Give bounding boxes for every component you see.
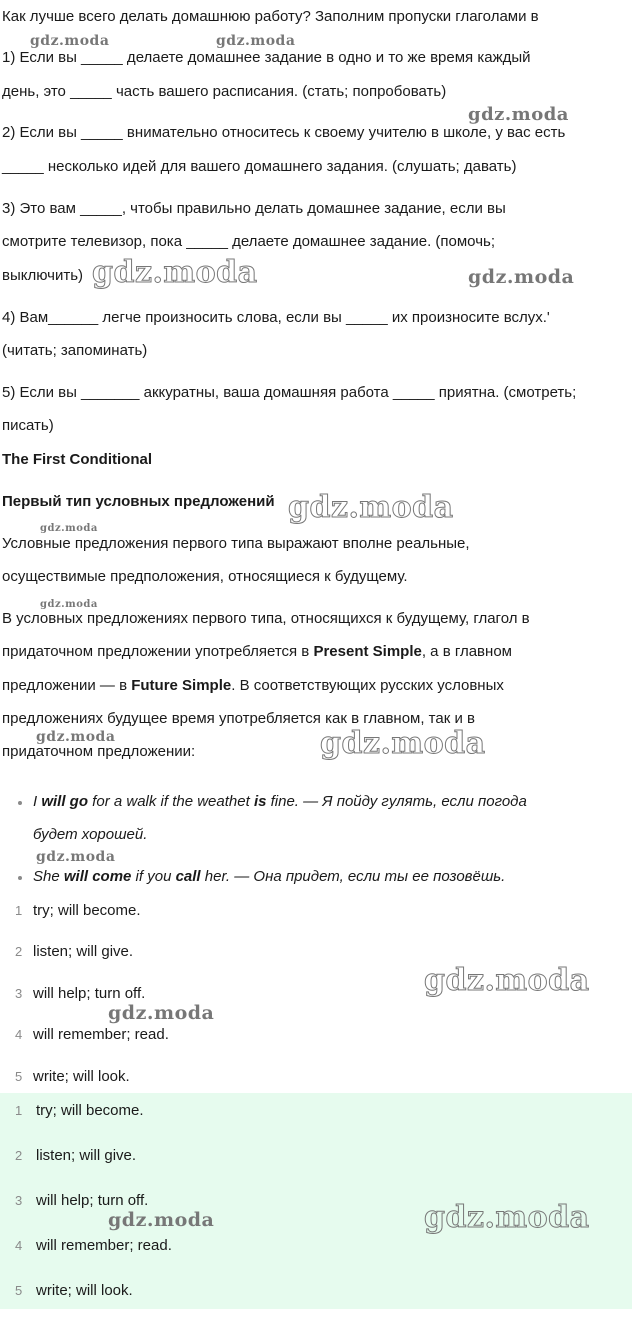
theory-p1: Условные предложения первого типа выражают вполне реальные, <box>2 535 470 552</box>
watermark: gdz.moda <box>108 1002 215 1024</box>
theory-p2-line4: предложениях будущее время употребляется как в главном, так и в <box>2 710 475 727</box>
watermark: gdz.moda <box>424 1200 590 1235</box>
answer-item: write; will look. <box>36 1282 133 1299</box>
answer-item: will help; turn off. <box>36 1192 149 1209</box>
answer-number: 1 <box>15 1103 23 1118</box>
example-1: I will go for a walk if the weathet is fine. — Я пойду гулять, если погода <box>33 793 527 810</box>
task-item-3: 3) Это вам _____, чтобы правильно делать домашнее задание, если вы <box>2 200 506 217</box>
example-1-cont: будет хорошей. <box>33 826 148 843</box>
answer-item: will help; turn off. <box>33 985 146 1002</box>
watermark: gdz.moda <box>320 726 486 761</box>
answer-item: listen; will give. <box>36 1147 137 1164</box>
watermark: gdz.moda <box>288 490 454 525</box>
watermark: gdz.moda <box>92 255 258 290</box>
task-intro: Как лучше всего делать домашнюю работу? Заполним пропуски глаголами в <box>2 8 539 25</box>
answer-number: 3 <box>15 986 23 1001</box>
watermark: gdz.moda <box>40 599 98 610</box>
answer-number: 3 <box>15 1193 23 1208</box>
heading-en: The First Conditional <box>2 451 152 468</box>
watermark: gdz.moda <box>108 1209 215 1231</box>
answer-number: 2 <box>15 944 23 959</box>
answer-item: write; will look. <box>33 1068 130 1085</box>
answer-item: will remember; read. <box>33 1026 169 1043</box>
task-item-2: 2) Если вы _____ внимательно относитесь к своему учителю в школе, у вас есть <box>2 124 566 141</box>
task-item-1: 1) Если вы _____ делаете домашнее задание в одно и то же время каждый <box>2 49 531 66</box>
answer-number: 5 <box>15 1069 23 1084</box>
task-item-3-cont: смотрите телевизор, пока _____ делаете домашнее задание. (помочь; <box>2 233 495 250</box>
bullet-dot <box>18 876 22 880</box>
answer-number: 5 <box>15 1283 23 1298</box>
watermark: gdz.moda <box>36 729 116 745</box>
bullet-dot <box>18 801 22 805</box>
task-item-1-cont: день, это _____ часть вашего расписания. (стать; попробовать) <box>2 83 447 100</box>
answer-number: 1 <box>15 903 23 918</box>
answer-item: try; will become. <box>36 1102 144 1119</box>
answer-item: will remember; read. <box>36 1237 172 1254</box>
task-item-4-cont: (читать; запоминать) <box>2 342 148 359</box>
task-item-2-cont: _____ несколько идей для вашего домашнего задания. (слушать; давать) <box>2 158 517 175</box>
task-item-4: 4) Вам______ легче произносить слова, если вы _____ их произносите вслух.' <box>2 309 550 326</box>
theory-p2-line2: придаточном предложении употребляется в Present Simple, а в главном <box>2 643 512 660</box>
answer-item: listen; will give. <box>33 943 134 960</box>
theory-p1-cont: осуществимые предположения, относящиеся к будущему. <box>2 568 408 585</box>
watermark: gdz.moda <box>36 849 116 865</box>
example-2: She will come if you call her. — Она придет, если ты ее позовёшь. <box>33 868 506 885</box>
theory-p2-line3: предложении — в Future Simple. В соответствующих русских условных <box>2 677 504 694</box>
watermark: gdz.moda <box>424 963 590 998</box>
term-present-simple: Present Simple <box>313 643 422 660</box>
answer-number: 4 <box>15 1027 23 1042</box>
answer-item: try; will become. <box>33 902 141 919</box>
task-item-5: 5) Если вы _______ аккуратны, ваша домашняя работа _____ приятна. (смотреть; <box>2 384 577 401</box>
watermark: gdz.moda <box>216 33 296 49</box>
watermark: gdz.moda <box>468 104 569 125</box>
watermark: gdz.moda <box>468 266 575 288</box>
task-item-5-cont: писать) <box>2 417 54 434</box>
answer-number: 4 <box>15 1238 23 1253</box>
watermark: gdz.moda <box>40 523 98 534</box>
task-item-3-cont2: выключить) <box>2 267 84 284</box>
heading-ru: Первый тип условных предложений <box>2 493 275 510</box>
answer-number: 2 <box>15 1148 23 1163</box>
theory-p2-line5: придаточном предложении: <box>2 743 196 760</box>
watermark: gdz.moda <box>30 33 110 49</box>
term-future-simple: Future Simple <box>131 677 232 694</box>
theory-p2: В условных предложениях первого типа, относящихся к будущему, глагол в <box>2 610 530 627</box>
